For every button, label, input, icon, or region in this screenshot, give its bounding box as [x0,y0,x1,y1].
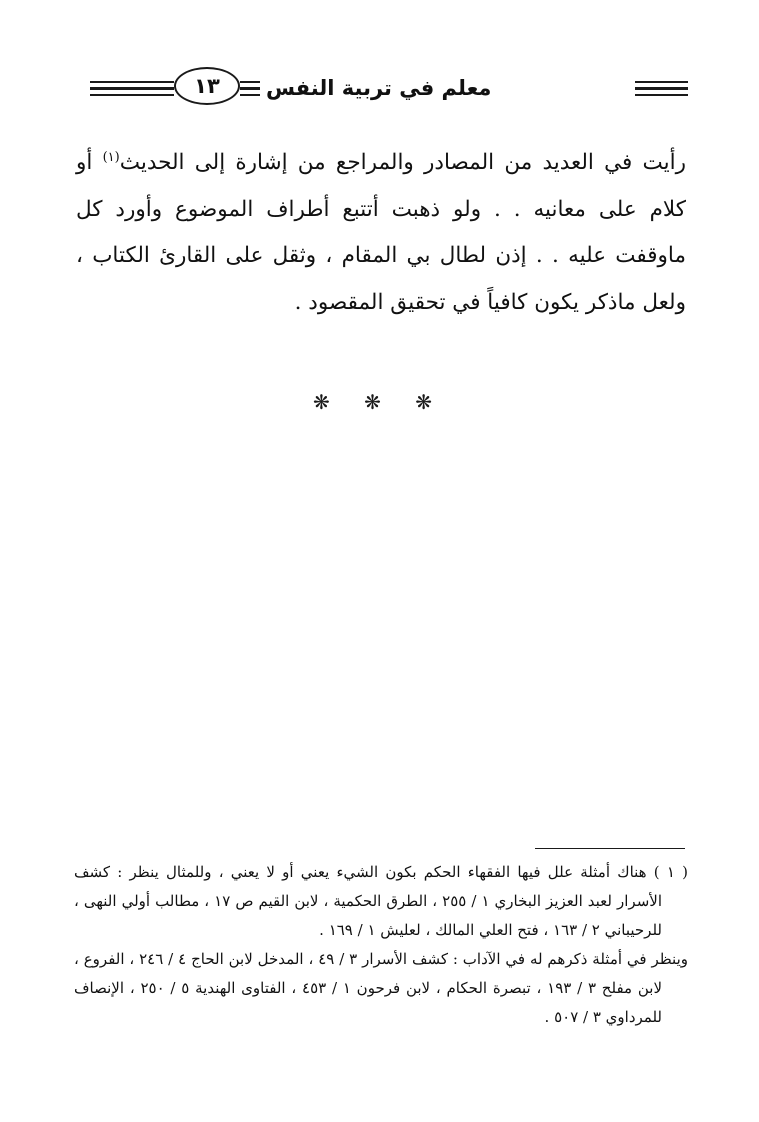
running-title: معلم في تربية النفس [266,76,492,100]
section-separator: ❋ ❋ ❋ [313,390,446,414]
header-rule-left [90,78,174,98]
page-number: ١٣ [174,67,240,105]
body-text-part2: أو كلام على معانيه . . ولو ذهبت أتتبع أطراف الموضوع وأورد كل ماوقفت عليه . . إذن لطال بي المقام ، وثقل على القارئ الكتاب ، ولعل ماذكر يكون كافياً في تحقيق المقصود . [76,150,686,315]
footnote-1-continuation: وينظر في أمثلة ذكرهم له في الآداب : كشف الأسرار ٣ / ٤٩ ، المدخل لابن الحاج ٤ / ٢٤٦ ، الفروع ، لابن مفلح ٣ / ١٩٣ ، تبصرة الحكام ، لابن فرحون ١ / ٤٥٣ ، الفتاوى الهندية ٥ / ٢٥٠ ، الإنصاف للمرداوي ٣ / ٥٠٧ . [74,950,689,1026]
footnote-reference: (١) [102,149,120,165]
header-rule-right [635,78,688,98]
footnote-1: ( ١ ) هناك أمثلة علل فيها الفقهاء الحكم بكون الشيء يعني أو لا يعني ، وللمثال ينظر : كشف الأسرار لعبد العزيز البخاري ١ / ٢٥٥ ، الطرق الحكمية ، لابن القيم ص ١٧ ، مطالب أولي النهى ، للرحيباني ٢ / ١٦٣ ، فتح العلي المالك ، لعليش ١ / ١٦٩ . [74,863,689,939]
footnote-divider [535,848,685,849]
body-paragraph [76,140,686,326]
header-rule-middle [240,78,260,98]
main-text [76,140,686,326]
page-header [90,66,688,110]
footnotes [74,858,688,1032]
body-text-part1: رأيت في العديد من المصادر والمراجع من إشارة إلى الحديث [119,150,686,175]
